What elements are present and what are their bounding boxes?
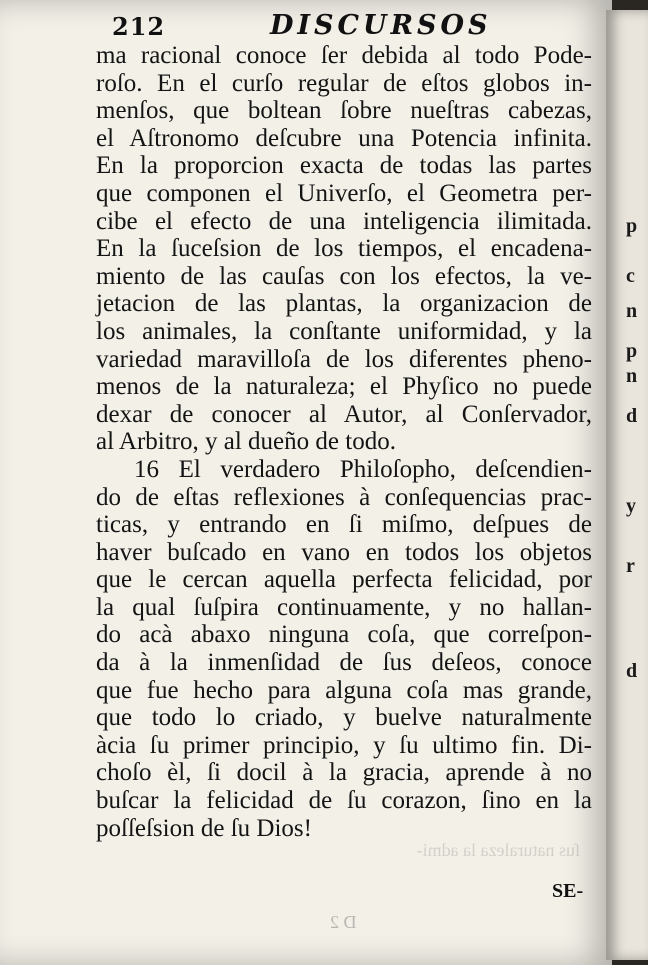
facing-page-edge (606, 10, 648, 960)
show-through-text: ſus naturaleza la admi- (416, 840, 580, 860)
text-line: que le cercan aquella perfecta felicidad, por (96, 566, 592, 594)
edge-letter: p (626, 215, 638, 237)
text-line: àcia ſu primer principio, y ſu ultimo fin. Di- (96, 731, 592, 759)
text-line: variedad maravilloſa de los diferentes pheno- (96, 345, 592, 373)
edge-letter: y (626, 495, 636, 517)
edge-letter: n (626, 300, 638, 322)
text-line: que fue hecho para alguna coſa mas grande, (96, 676, 592, 704)
text-line: miento de las cauſas con los efectos, la ve- (96, 262, 592, 290)
edge-letter: r (626, 555, 635, 577)
catchword: SE- (552, 880, 584, 902)
text-line: choſo èl, ſi docil à la gracia, aprende à no (96, 759, 592, 787)
text-line: que componen el Univerſo, el Geometra per- (96, 179, 592, 207)
page-number: 212 (112, 12, 166, 41)
edge-letter: p (626, 340, 638, 362)
edge-letter: d (626, 405, 638, 427)
text-line: roſo. En el curſo regular de eſtos globos in- (96, 69, 592, 97)
text-line: cibe el efecto de una inteligencia ilimitada. (96, 207, 592, 235)
text-line: En la ſuceſsion de los tiempos, el encadena- (96, 235, 592, 263)
edge-letter: n (626, 365, 638, 387)
text-line: do acà abaxo ninguna coſa, que correſpon- (96, 621, 592, 649)
text-line: ticas, y entrando en ſi miſmo, deſpues de (96, 511, 592, 539)
text-line: do de eſtas reflexiones à conſequencias prac- (96, 483, 592, 511)
text-line: poſſeſsion de ſu Dios! (96, 814, 312, 842)
text-line: jetacion de las plantas, la organizacion de (96, 290, 592, 318)
running-head: DISCURSOS (270, 10, 492, 41)
text-line: la qual ſuſpira continuamente, y no hallan- (96, 593, 592, 621)
text-line: ma racional conoce ſer debida al todo Pode- (96, 42, 592, 69)
text-line: el Aſtronomo deſcubre una Potencia infinita. (96, 124, 592, 152)
edge-letter: c (626, 265, 635, 287)
text-line: menos de la naturaleza; el Phyſico no puede (96, 373, 592, 401)
text-line: que todo lo criado, y buelve naturalmente (96, 704, 592, 732)
text-line: los animales, la conſtante uniformidad, y la (96, 317, 592, 345)
edge-letter: d (626, 660, 638, 682)
text-line: da à la inmenſidad de ſus deſeos, conoce (96, 649, 592, 677)
text-line: al Arbitro, y al dueño de todo. (96, 428, 396, 456)
paragraph-start-line: 16 El verdadero Philoſopho, deſcendien- (134, 455, 592, 483)
body-text (96, 42, 592, 842)
text-line: menſos, que boltean ſobre nueſtras cabezas, (96, 97, 592, 125)
signature-mark: D 2 (330, 912, 357, 932)
text-line: dexar de conocer al Autor, al Conſervador, (96, 400, 592, 428)
text-line: En la proporcion exacta de todas las partes (96, 152, 592, 180)
text-line: haver buſcado en vano en todos los objetos (96, 538, 592, 566)
text-line: buſcar la felicidad de ſu corazon, ſino en la (96, 787, 592, 815)
